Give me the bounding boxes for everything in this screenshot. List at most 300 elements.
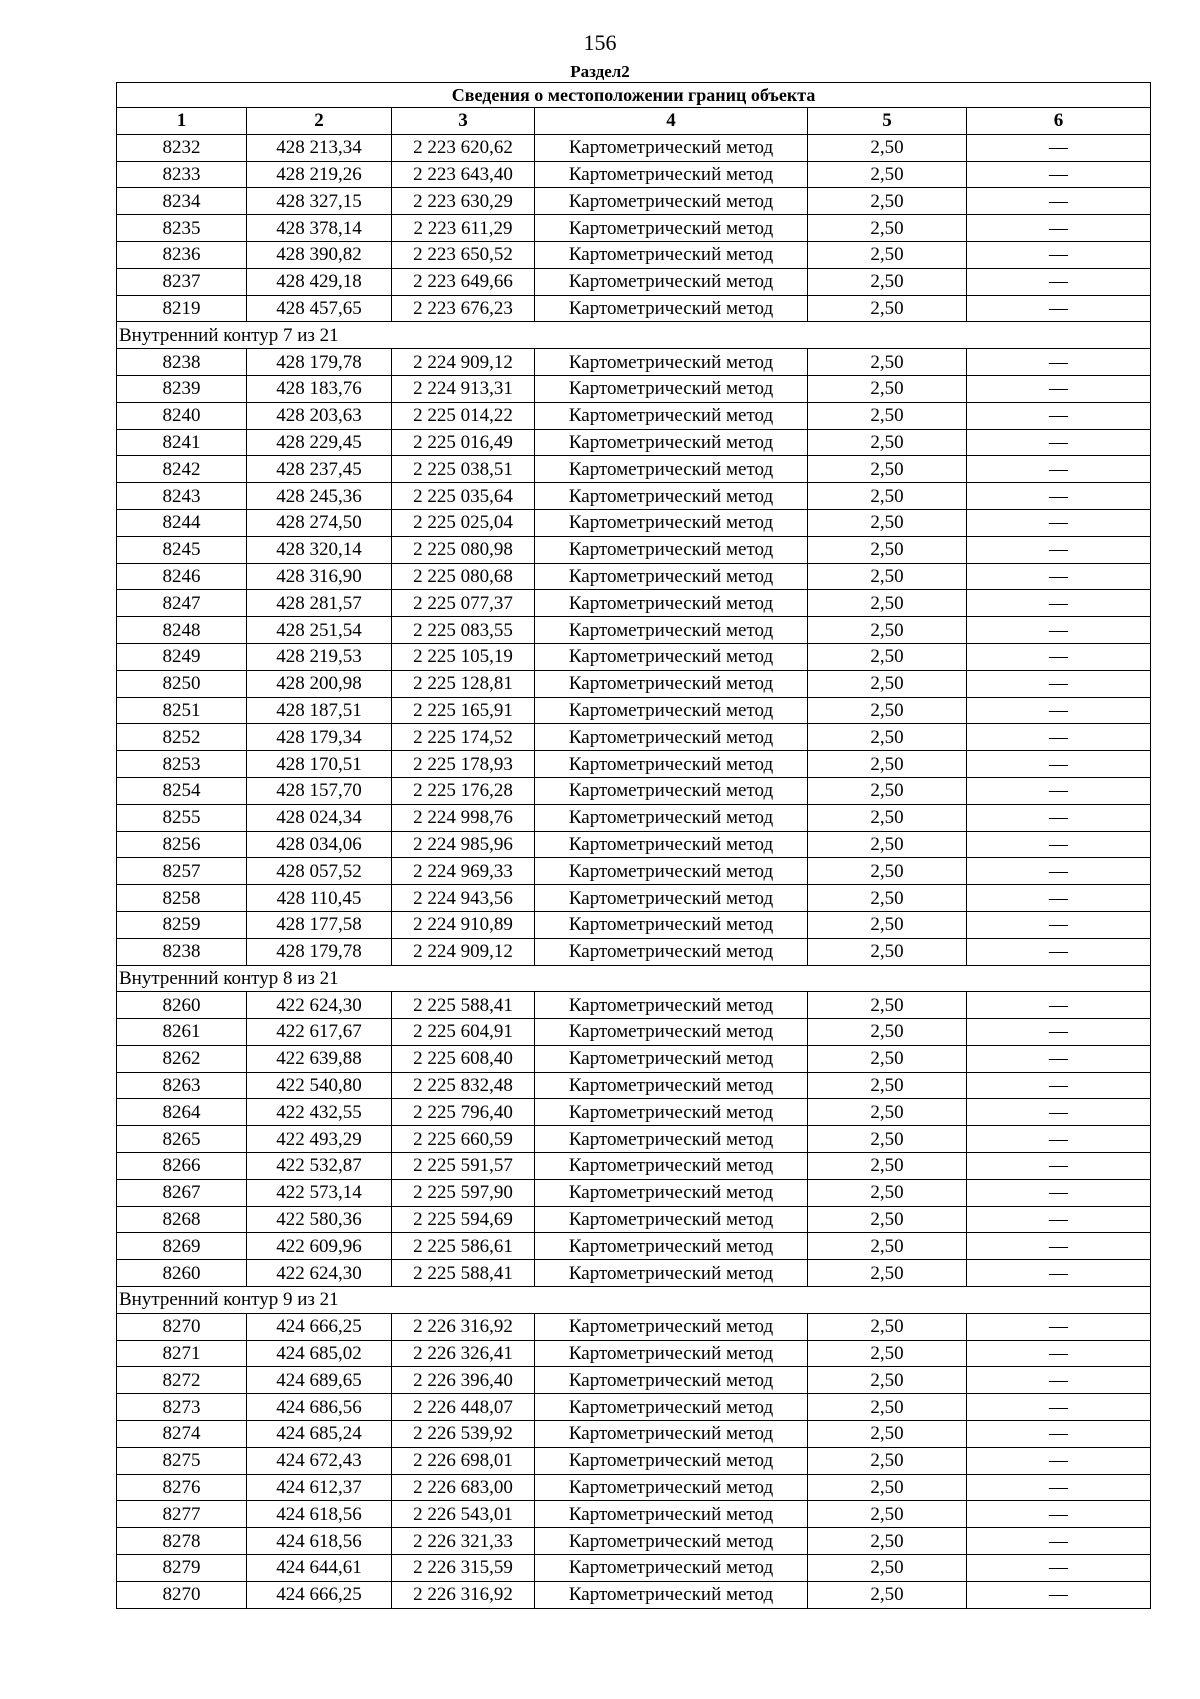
coord-x-cell: 428 429,18 — [247, 268, 392, 295]
description-cell: — — [967, 1072, 1151, 1099]
table-row — [117, 483, 1151, 510]
table-row — [117, 804, 1151, 831]
table-row — [117, 1555, 1151, 1582]
method-cell: Картометрический метод — [535, 617, 808, 644]
coord-y-cell: 2 225 796,40 — [392, 1099, 535, 1126]
coord-y-cell: 2 225 604,91 — [392, 1019, 535, 1046]
point-number-cell: 8260 — [117, 992, 247, 1019]
coord-y-cell: 2 224 913,31 — [392, 375, 535, 402]
method-cell: Картометрический метод — [535, 134, 808, 161]
point-number-cell: 8270 — [117, 1313, 247, 1340]
method-cell: Картометрический метод — [535, 1474, 808, 1501]
table-row — [117, 161, 1151, 188]
table-row — [117, 1501, 1151, 1528]
point-number-cell: 8244 — [117, 509, 247, 536]
coord-y-cell: 2 226 396,40 — [392, 1367, 535, 1394]
point-number-cell: 8273 — [117, 1394, 247, 1421]
accuracy-cell: 2,50 — [808, 643, 967, 670]
point-number-cell: 8265 — [117, 1126, 247, 1153]
description-cell: — — [967, 1394, 1151, 1421]
table-row — [117, 670, 1151, 697]
accuracy-cell: 2,50 — [808, 1501, 967, 1528]
accuracy-cell: 2,50 — [808, 188, 967, 215]
accuracy-cell: 2,50 — [808, 670, 967, 697]
coord-x-cell: 428 320,14 — [247, 536, 392, 563]
accuracy-cell: 2,50 — [808, 777, 967, 804]
accuracy-cell: 2,50 — [808, 911, 967, 938]
description-cell: — — [967, 1153, 1151, 1180]
method-cell: Картометрический метод — [535, 483, 808, 510]
description-cell: — — [967, 1179, 1151, 1206]
point-number-cell: 8260 — [117, 1260, 247, 1287]
coord-y-cell: 2 225 083,55 — [392, 617, 535, 644]
coord-y-cell: 2 225 165,91 — [392, 697, 535, 724]
accuracy-cell: 2,50 — [808, 1179, 967, 1206]
coord-y-cell: 2 225 038,51 — [392, 456, 535, 483]
description-cell: — — [967, 1260, 1151, 1287]
table-row — [117, 1153, 1151, 1180]
accuracy-cell: 2,50 — [808, 831, 967, 858]
section-title: Раздел2 — [570, 62, 630, 81]
point-number-cell: 8252 — [117, 724, 247, 751]
coord-x-cell: 422 532,87 — [247, 1153, 392, 1180]
point-number-cell: 8272 — [117, 1367, 247, 1394]
table-row — [117, 1447, 1151, 1474]
method-cell: Картометрический метод — [535, 1019, 808, 1046]
point-number-cell: 8268 — [117, 1206, 247, 1233]
description-cell: — — [967, 509, 1151, 536]
method-cell: Картометрический метод — [535, 1313, 808, 1340]
accuracy-cell: 2,50 — [808, 1260, 967, 1287]
coord-x-cell: 428 187,51 — [247, 697, 392, 724]
coord-x-cell: 428 251,54 — [247, 617, 392, 644]
accuracy-cell: 2,50 — [808, 1072, 967, 1099]
point-number-cell: 8246 — [117, 563, 247, 590]
coord-x-cell: 428 177,58 — [247, 911, 392, 938]
accuracy-cell: 2,50 — [808, 268, 967, 295]
description-cell: — — [967, 1555, 1151, 1582]
description-cell: — — [967, 911, 1151, 938]
method-cell: Картометрический метод — [535, 1233, 808, 1260]
point-number-cell: 8278 — [117, 1528, 247, 1555]
coord-y-cell: 2 223 676,23 — [392, 295, 535, 322]
coord-y-cell: 2 225 080,68 — [392, 563, 535, 590]
method-cell: Картометрический метод — [535, 536, 808, 563]
table-row — [117, 215, 1151, 242]
coord-y-cell: 2 226 683,00 — [392, 1474, 535, 1501]
point-number-cell: 8250 — [117, 670, 247, 697]
description-cell: — — [967, 804, 1151, 831]
accuracy-cell: 2,50 — [808, 349, 967, 376]
point-number-cell: 8277 — [117, 1501, 247, 1528]
point-number-cell: 8256 — [117, 831, 247, 858]
method-cell: Картометрический метод — [535, 456, 808, 483]
coord-x-cell: 428 245,36 — [247, 483, 392, 510]
point-number-cell: 8238 — [117, 349, 247, 376]
point-number-cell: 8236 — [117, 241, 247, 268]
coord-y-cell: 2 225 016,49 — [392, 429, 535, 456]
method-cell: Картометрический метод — [535, 885, 808, 912]
accuracy-cell: 2,50 — [808, 375, 967, 402]
table-row — [117, 1019, 1151, 1046]
coord-y-cell: 2 223 611,29 — [392, 215, 535, 242]
description-cell: — — [967, 1340, 1151, 1367]
column-header: 6 — [967, 108, 1151, 135]
point-number-cell: 8262 — [117, 1045, 247, 1072]
method-cell: Картометрический метод — [535, 563, 808, 590]
coord-x-cell: 428 034,06 — [247, 831, 392, 858]
coord-y-cell: 2 225 591,57 — [392, 1153, 535, 1180]
method-cell: Картометрический метод — [535, 241, 808, 268]
method-cell: Картометрический метод — [535, 1153, 808, 1180]
accuracy-cell: 2,50 — [808, 1019, 967, 1046]
method-cell: Картометрический метод — [535, 268, 808, 295]
coord-x-cell: 428 327,15 — [247, 188, 392, 215]
table-row — [117, 938, 1151, 965]
coord-x-cell: 422 609,96 — [247, 1233, 392, 1260]
coord-y-cell: 2 225 178,93 — [392, 751, 535, 778]
coord-x-cell: 428 281,57 — [247, 590, 392, 617]
table-row — [117, 751, 1151, 778]
coord-y-cell: 2 226 326,41 — [392, 1340, 535, 1367]
description-cell: — — [967, 295, 1151, 322]
accuracy-cell: 2,50 — [808, 858, 967, 885]
accuracy-cell: 2,50 — [808, 1233, 967, 1260]
table-row — [117, 1394, 1151, 1421]
description-cell: — — [967, 215, 1151, 242]
coord-x-cell: 428 110,45 — [247, 885, 392, 912]
column-header: 4 — [535, 108, 808, 135]
coord-y-cell: 2 224 969,33 — [392, 858, 535, 885]
table-caption-row — [117, 83, 1151, 108]
description-cell: — — [967, 1313, 1151, 1340]
coord-y-cell: 2 225 588,41 — [392, 1260, 535, 1287]
contour-label: Внутренний контур 8 из 21 — [117, 965, 1151, 992]
coord-x-cell: 428 237,45 — [247, 456, 392, 483]
coord-x-cell: 424 685,24 — [247, 1421, 392, 1448]
description-cell: — — [967, 697, 1151, 724]
description-cell: — — [967, 724, 1151, 751]
coord-x-cell: 422 639,88 — [247, 1045, 392, 1072]
coord-x-cell: 428 183,76 — [247, 375, 392, 402]
table-row — [117, 1528, 1151, 1555]
table-row — [117, 1045, 1151, 1072]
coord-y-cell: 2 225 105,19 — [392, 643, 535, 670]
column-header: 1 — [117, 108, 247, 135]
point-number-cell: 8254 — [117, 777, 247, 804]
method-cell: Картометрический метод — [535, 1126, 808, 1153]
method-cell: Картометрический метод — [535, 1528, 808, 1555]
accuracy-cell: 2,50 — [808, 697, 967, 724]
accuracy-cell: 2,50 — [808, 295, 967, 322]
table-row — [117, 885, 1151, 912]
method-cell: Картометрический метод — [535, 215, 808, 242]
coord-x-cell: 428 457,65 — [247, 295, 392, 322]
method-cell: Картометрический метод — [535, 1206, 808, 1233]
column-header: 5 — [808, 108, 967, 135]
table-row — [117, 134, 1151, 161]
method-cell: Картометрический метод — [535, 590, 808, 617]
coord-y-cell: 2 223 630,29 — [392, 188, 535, 215]
point-number-cell: 8237 — [117, 268, 247, 295]
point-number-cell: 8269 — [117, 1233, 247, 1260]
coord-y-cell: 2 225 176,28 — [392, 777, 535, 804]
table-row — [117, 643, 1151, 670]
coord-x-cell: 422 573,14 — [247, 1179, 392, 1206]
description-cell: — — [967, 1501, 1151, 1528]
coord-x-cell: 424 686,56 — [247, 1394, 392, 1421]
accuracy-cell: 2,50 — [808, 215, 967, 242]
coord-x-cell: 428 213,34 — [247, 134, 392, 161]
coord-y-cell: 2 226 316,92 — [392, 1581, 535, 1608]
coord-y-cell: 2 225 025,04 — [392, 509, 535, 536]
point-number-cell: 8232 — [117, 134, 247, 161]
method-cell: Картометрический метод — [535, 670, 808, 697]
description-cell: — — [967, 563, 1151, 590]
description-cell: — — [967, 1528, 1151, 1555]
table-row — [117, 724, 1151, 751]
point-number-cell: 8234 — [117, 188, 247, 215]
point-number-cell: 8235 — [117, 215, 247, 242]
coord-x-cell: 428 157,70 — [247, 777, 392, 804]
coord-y-cell: 2 225 077,37 — [392, 590, 535, 617]
coord-x-cell: 428 274,50 — [247, 509, 392, 536]
description-cell: — — [967, 375, 1151, 402]
coord-y-cell: 2 225 660,59 — [392, 1126, 535, 1153]
method-cell: Картометрический метод — [535, 161, 808, 188]
method-cell: Картометрический метод — [535, 1421, 808, 1448]
coord-x-cell: 422 493,29 — [247, 1126, 392, 1153]
table-row — [117, 617, 1151, 644]
accuracy-cell: 2,50 — [808, 885, 967, 912]
table-row — [117, 911, 1151, 938]
table-row — [117, 188, 1151, 215]
accuracy-cell: 2,50 — [808, 804, 967, 831]
table-row — [117, 402, 1151, 429]
point-number-cell: 8261 — [117, 1019, 247, 1046]
coord-y-cell: 2 223 650,52 — [392, 241, 535, 268]
table-row — [117, 1367, 1151, 1394]
table-row — [117, 456, 1151, 483]
accuracy-cell: 2,50 — [808, 1340, 967, 1367]
table-row — [117, 1313, 1151, 1340]
description-cell: — — [967, 1045, 1151, 1072]
coord-y-cell: 2 225 832,48 — [392, 1072, 535, 1099]
point-number-cell: 8219 — [117, 295, 247, 322]
coord-x-cell: 422 624,30 — [247, 992, 392, 1019]
accuracy-cell: 2,50 — [808, 590, 967, 617]
description-cell: — — [967, 777, 1151, 804]
description-cell: — — [967, 268, 1151, 295]
description-cell: — — [967, 1367, 1151, 1394]
description-cell: — — [967, 134, 1151, 161]
description-cell: — — [967, 483, 1151, 510]
table-row — [117, 349, 1151, 376]
accuracy-cell: 2,50 — [808, 1206, 967, 1233]
table-row — [117, 563, 1151, 590]
accuracy-cell: 2,50 — [808, 456, 967, 483]
boundary-coordinates-table — [116, 82, 1151, 1609]
method-cell: Картометрический метод — [535, 724, 808, 751]
coord-y-cell: 2 223 643,40 — [392, 161, 535, 188]
description-cell: — — [967, 992, 1151, 1019]
method-cell: Картометрический метод — [535, 1501, 808, 1528]
coord-x-cell: 422 432,55 — [247, 1099, 392, 1126]
coord-x-cell: 422 624,30 — [247, 1260, 392, 1287]
coord-x-cell: 424 644,61 — [247, 1555, 392, 1582]
point-number-cell: 8270 — [117, 1581, 247, 1608]
table-row — [117, 1126, 1151, 1153]
table-row — [117, 1581, 1151, 1608]
coord-x-cell: 424 618,56 — [247, 1501, 392, 1528]
method-cell: Картометрический метод — [535, 831, 808, 858]
method-cell: Картометрический метод — [535, 1099, 808, 1126]
method-cell: Картометрический метод — [535, 1447, 808, 1474]
coord-x-cell: 422 617,67 — [247, 1019, 392, 1046]
method-cell: Картометрический метод — [535, 777, 808, 804]
coord-x-cell: 424 666,25 — [247, 1581, 392, 1608]
point-number-cell: 8267 — [117, 1179, 247, 1206]
point-number-cell: 8253 — [117, 751, 247, 778]
point-number-cell: 8238 — [117, 938, 247, 965]
coord-x-cell: 428 057,52 — [247, 858, 392, 885]
coord-y-cell: 2 225 174,52 — [392, 724, 535, 751]
coord-y-cell: 2 225 594,69 — [392, 1206, 535, 1233]
coord-x-cell: 422 580,36 — [247, 1206, 392, 1233]
method-cell: Картометрический метод — [535, 1555, 808, 1582]
table-row — [117, 777, 1151, 804]
table-row — [117, 1179, 1151, 1206]
accuracy-cell: 2,50 — [808, 1126, 967, 1153]
coord-x-cell: 424 672,43 — [247, 1447, 392, 1474]
description-cell: — — [967, 643, 1151, 670]
coord-x-cell: 422 540,80 — [247, 1072, 392, 1099]
accuracy-cell: 2,50 — [808, 1099, 967, 1126]
accuracy-cell: 2,50 — [808, 483, 967, 510]
table-row — [117, 509, 1151, 536]
method-cell: Картометрический метод — [535, 911, 808, 938]
accuracy-cell: 2,50 — [808, 1045, 967, 1072]
description-cell: — — [967, 670, 1151, 697]
table-row — [117, 536, 1151, 563]
accuracy-cell: 2,50 — [808, 751, 967, 778]
coord-x-cell: 428 179,78 — [247, 938, 392, 965]
description-cell: — — [967, 617, 1151, 644]
point-number-cell: 8271 — [117, 1340, 247, 1367]
method-cell: Картометрический метод — [535, 1340, 808, 1367]
table-row — [117, 429, 1151, 456]
accuracy-cell: 2,50 — [808, 1367, 967, 1394]
column-header: 2 — [247, 108, 392, 135]
accuracy-cell: 2,50 — [808, 1153, 967, 1180]
point-number-cell: 8275 — [117, 1447, 247, 1474]
coord-x-cell: 428 024,34 — [247, 804, 392, 831]
coord-y-cell: 2 225 128,81 — [392, 670, 535, 697]
method-cell: Картометрический метод — [535, 375, 808, 402]
method-cell: Картометрический метод — [535, 751, 808, 778]
method-cell: Картометрический метод — [535, 1179, 808, 1206]
coord-x-cell: 428 200,98 — [247, 670, 392, 697]
table-header-row — [117, 108, 1151, 135]
coord-y-cell: 2 226 321,33 — [392, 1528, 535, 1555]
table-row — [117, 268, 1151, 295]
method-cell: Картометрический метод — [535, 1072, 808, 1099]
coord-x-cell: 428 203,63 — [247, 402, 392, 429]
coord-x-cell: 424 666,25 — [247, 1313, 392, 1340]
table-row — [117, 1099, 1151, 1126]
coord-x-cell: 428 390,82 — [247, 241, 392, 268]
coord-y-cell: 2 226 315,59 — [392, 1555, 535, 1582]
description-cell: — — [967, 429, 1151, 456]
point-number-cell: 8233 — [117, 161, 247, 188]
accuracy-cell: 2,50 — [808, 536, 967, 563]
accuracy-cell: 2,50 — [808, 1447, 967, 1474]
table-row — [117, 1260, 1151, 1287]
method-cell: Картометрический метод — [535, 188, 808, 215]
table-row — [117, 241, 1151, 268]
point-number-cell: 8266 — [117, 1153, 247, 1180]
description-cell: — — [967, 161, 1151, 188]
accuracy-cell: 2,50 — [808, 1394, 967, 1421]
method-cell: Картометрический метод — [535, 804, 808, 831]
method-cell: Картометрический метод — [535, 509, 808, 536]
accuracy-cell: 2,50 — [808, 1313, 967, 1340]
coord-x-cell: 428 316,90 — [247, 563, 392, 590]
table-row — [117, 697, 1151, 724]
coord-y-cell: 2 224 910,89 — [392, 911, 535, 938]
coord-y-cell: 2 226 698,01 — [392, 1447, 535, 1474]
coord-x-cell: 428 179,78 — [247, 349, 392, 376]
coord-y-cell: 2 225 588,41 — [392, 992, 535, 1019]
coord-x-cell: 428 219,53 — [247, 643, 392, 670]
description-cell: — — [967, 1581, 1151, 1608]
accuracy-cell: 2,50 — [808, 617, 967, 644]
method-cell: Картометрический метод — [535, 1394, 808, 1421]
description-cell: — — [967, 536, 1151, 563]
accuracy-cell: 2,50 — [808, 402, 967, 429]
point-number-cell: 8245 — [117, 536, 247, 563]
table-row — [117, 375, 1151, 402]
method-cell: Картометрический метод — [535, 1260, 808, 1287]
point-number-cell: 8247 — [117, 590, 247, 617]
method-cell: Картометрический метод — [535, 1367, 808, 1394]
point-number-cell: 8258 — [117, 885, 247, 912]
column-header: 3 — [392, 108, 535, 135]
coord-x-cell: 428 179,34 — [247, 724, 392, 751]
description-cell: — — [967, 188, 1151, 215]
coord-y-cell: 2 224 909,12 — [392, 349, 535, 376]
accuracy-cell: 2,50 — [808, 724, 967, 751]
description-cell: — — [967, 241, 1151, 268]
coord-x-cell: 428 378,14 — [247, 215, 392, 242]
point-number-cell: 8249 — [117, 643, 247, 670]
accuracy-cell: 2,50 — [808, 1581, 967, 1608]
accuracy-cell: 2,50 — [808, 1421, 967, 1448]
method-cell: Картометрический метод — [535, 858, 808, 885]
point-number-cell: 8257 — [117, 858, 247, 885]
method-cell: Картометрический метод — [535, 402, 808, 429]
table-row — [117, 831, 1151, 858]
contour-label: Внутренний контур 9 из 21 — [117, 1287, 1151, 1314]
table-row — [117, 1340, 1151, 1367]
coord-x-cell: 428 170,51 — [247, 751, 392, 778]
table-row — [117, 992, 1151, 1019]
point-number-cell: 8279 — [117, 1555, 247, 1582]
coord-y-cell: 2 226 448,07 — [392, 1394, 535, 1421]
method-cell: Картометрический метод — [535, 295, 808, 322]
coord-y-cell: 2 226 316,92 — [392, 1313, 535, 1340]
point-number-cell: 8276 — [117, 1474, 247, 1501]
